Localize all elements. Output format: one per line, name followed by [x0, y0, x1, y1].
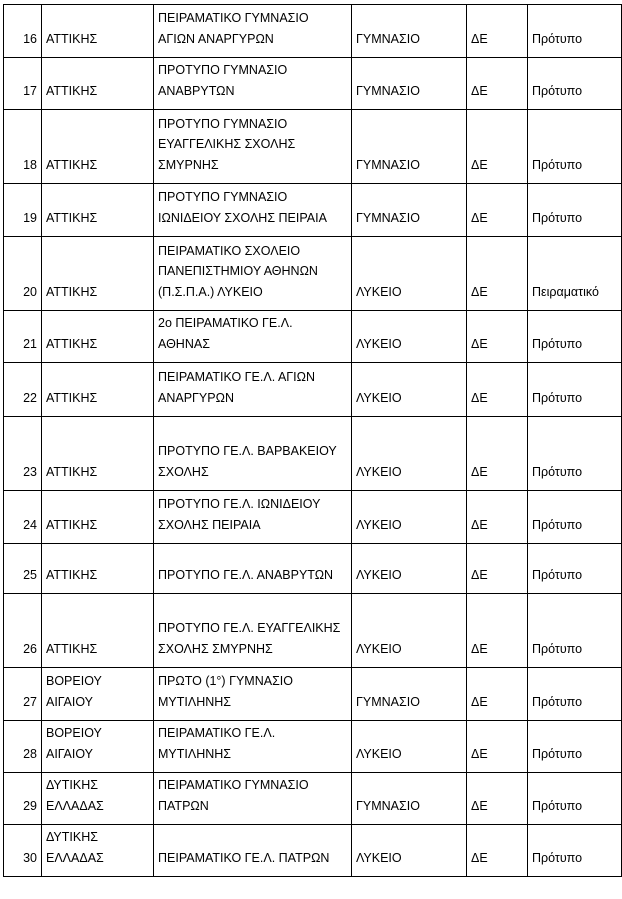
school-name-cell-line: ΠΡΟΤΥΠΟ ΓΕ.Λ. ΙΩΝΙΔΕΙΟΥ: [158, 497, 321, 511]
region-cell: [42, 825, 154, 877]
region-cell-line: ΑΤΤΙΚΗΣ: [46, 210, 98, 225]
school-name-cell-line: ΠΡΟΤΥΠΟ ΓΕ.Λ. ΕΥΑΓΓΕΛΙΚΗΣ: [158, 621, 341, 635]
school-name-cell-line: ΣΧΟΛΗΣ: [158, 464, 209, 479]
school-name-cell: [154, 5, 352, 58]
region-cell-line: ΕΛΛΑΔΑΣ: [46, 798, 104, 813]
school-type-cell: ΛΥΚΕΙΟ: [352, 544, 467, 594]
school-type-cell: ΛΥΚΕΙΟ: [352, 721, 467, 773]
school-type-cell: ΛΥΚΕΙΟ: [352, 491, 467, 544]
table-row: [4, 363, 622, 417]
region-cell: [42, 58, 154, 110]
region-cell-line: ΑΙΓΑΙΟΥ: [46, 746, 94, 761]
school-type-cell: ΓΥΜΝΑΣΙΟ: [352, 773, 467, 825]
school-type-cell: ΓΥΜΝΑΣΙΟ: [352, 58, 467, 110]
school-kind-cell: Πρότυπο: [528, 544, 622, 594]
row-number-cell: 28: [4, 721, 42, 773]
school-name-cell-line: ΣΧΟΛΗΣ ΠΕΙΡΑΙΑ: [158, 517, 261, 532]
education-level-cell: ΔΕ: [467, 417, 528, 491]
school-type-cell: ΓΥΜΝΑΣΙΟ: [352, 5, 467, 58]
school-name-cell: [154, 544, 352, 594]
school-name-cell: [154, 491, 352, 544]
region-cell: [42, 417, 154, 491]
school-name-cell-line: ΠΡΟΤΥΠΟ ΓΥΜΝΑΣΙΟ: [158, 190, 288, 204]
row-number-cell: 21: [4, 311, 42, 363]
school-name-cell: [154, 184, 352, 237]
school-name-cell-line: ΑΝΑΡΓΥΡΩΝ: [158, 390, 234, 405]
table-row: [4, 311, 622, 363]
region-cell-line: ΔΥΤΙΚΗΣ: [46, 830, 98, 844]
education-level-cell: ΔΕ: [467, 311, 528, 363]
school-kind-cell: Πειραματικό: [528, 237, 622, 311]
region-cell-line: ΕΛΛΑΔΑΣ: [46, 850, 104, 865]
school-name-cell-line: ΠΑΤΡΩΝ: [158, 798, 209, 813]
school-name-cell-line: ΑΝΑΒΡΥΤΩΝ: [158, 83, 235, 98]
table-row: [4, 110, 622, 184]
region-cell: [42, 594, 154, 668]
school-name-cell-line: ΠΑΝΕΠΙΣΤΗΜΙΟΥ ΑΘΗΝΩΝ: [158, 264, 318, 278]
school-type-cell: ΛΥΚΕΙΟ: [352, 594, 467, 668]
education-level-cell: ΔΕ: [467, 5, 528, 58]
table-row: [4, 721, 622, 773]
table-row: [4, 417, 622, 491]
school-name-cell: [154, 721, 352, 773]
row-number-cell: 26: [4, 594, 42, 668]
region-cell-line: ΑΤΤΙΚΗΣ: [46, 31, 98, 46]
school-name-cell: [154, 668, 352, 721]
school-name-cell: [154, 311, 352, 363]
school-name-cell-line: ΠΡΩΤΟ (1°) ΓΥΜΝΑΣΙΟ: [158, 674, 293, 688]
school-kind-cell: Πρότυπο: [528, 491, 622, 544]
region-cell-line: ΑΤΤΙΚΗΣ: [46, 83, 98, 98]
row-number-cell: 25: [4, 544, 42, 594]
region-cell-line: ΒΟΡΕΙΟΥ: [46, 674, 102, 688]
row-number-cell: 24: [4, 491, 42, 544]
school-name-cell-line: ΣΧΟΛΗΣ ΣΜΥΡΝΗΣ: [158, 641, 273, 656]
school-name-cell: [154, 363, 352, 417]
row-number-cell: 22: [4, 363, 42, 417]
region-cell-line: ΑΤΤΙΚΗΣ: [46, 464, 98, 479]
school-name-cell: [154, 825, 352, 877]
region-cell: [42, 237, 154, 311]
region-cell-line: ΒΟΡΕΙΟΥ: [46, 726, 102, 740]
school-type-cell: ΓΥΜΝΑΣΙΟ: [352, 668, 467, 721]
education-level-cell: ΔΕ: [467, 58, 528, 110]
school-kind-cell: Πρότυπο: [528, 825, 622, 877]
school-name-cell: [154, 110, 352, 184]
education-level-cell: ΔΕ: [467, 544, 528, 594]
education-level-cell: ΔΕ: [467, 825, 528, 877]
education-level-cell: ΔΕ: [467, 773, 528, 825]
row-number-cell: 27: [4, 668, 42, 721]
region-cell: [42, 184, 154, 237]
table-row: [4, 5, 622, 58]
region-cell: [42, 491, 154, 544]
row-number-cell: 30: [4, 825, 42, 877]
school-kind-cell: Πρότυπο: [528, 5, 622, 58]
school-kind-cell: Πρότυπο: [528, 594, 622, 668]
row-number-cell: 20: [4, 237, 42, 311]
row-number-cell: 29: [4, 773, 42, 825]
education-level-cell: ΔΕ: [467, 110, 528, 184]
school-kind-cell: Πρότυπο: [528, 417, 622, 491]
education-level-cell: ΔΕ: [467, 668, 528, 721]
school-name-cell-line: ΣΜΥΡΝΗΣ: [158, 157, 219, 172]
region-cell: [42, 5, 154, 58]
school-type-cell: ΛΥΚΕΙΟ: [352, 417, 467, 491]
school-name-cell: [154, 237, 352, 311]
school-name-cell: [154, 594, 352, 668]
school-name-cell-line: ΠΡΟΤΥΠΟ ΓΕ.Λ. ΒΑΡΒΑΚΕΙΟΥ: [158, 444, 337, 458]
region-cell: [42, 363, 154, 417]
school-name-cell-line: ΠΡΟΤΥΠΟ ΓΥΜΝΑΣΙΟ: [158, 116, 288, 131]
row-number-cell: 16: [4, 5, 42, 58]
school-name-cell-line: (Π.Σ.Π.Α.) ΛΥΚΕΙΟ: [158, 284, 263, 299]
region-cell-line: ΑΤΤΙΚΗΣ: [46, 157, 98, 172]
region-cell-line: ΑΤΤΙΚΗΣ: [46, 641, 98, 656]
school-name-cell-line: ΠΡΟΤΥΠΟ ΓΥΜΝΑΣΙΟ: [158, 63, 288, 77]
region-cell: [42, 110, 154, 184]
school-name-cell-line: ΠΕΙΡΑΜΑΤΙΚΟ ΓΕ.Λ.: [158, 726, 276, 740]
school-name-cell-line: ΑΘΗΝΑΣ: [158, 336, 210, 351]
table-row: [4, 544, 622, 594]
school-name-cell-line: ΙΩΝΙΔΕΙΟΥ ΣΧΟΛΗΣ ΠΕΙΡΑΙΑ: [158, 210, 327, 225]
school-name-cell-line: ΠΕΙΡΑΜΑΤΙΚΟ ΓΕ.Λ. ΑΓΙΩΝ: [158, 370, 316, 384]
school-type-cell: ΓΥΜΝΑΣΙΟ: [352, 184, 467, 237]
region-cell-line: ΑΤΤΙΚΗΣ: [46, 567, 98, 582]
table-row: [4, 825, 622, 877]
region-cell: [42, 721, 154, 773]
row-number-cell: 17: [4, 58, 42, 110]
education-level-cell: ΔΕ: [467, 363, 528, 417]
school-name-cell-line: ΑΓΙΩΝ ΑΝΑΡΓΥΡΩΝ: [158, 31, 274, 46]
school-kind-cell: Πρότυπο: [528, 363, 622, 417]
school-kind-cell: Πρότυπο: [528, 311, 622, 363]
region-cell-line: ΑΤΤΙΚΗΣ: [46, 336, 98, 351]
school-kind-cell: Πρότυπο: [528, 58, 622, 110]
region-cell: [42, 773, 154, 825]
school-name-cell-line: ΠΡΟΤΥΠΟ ΓΕ.Λ. ΑΝΑΒΡΥΤΩΝ: [158, 567, 334, 582]
region-cell-line: ΑΙΓΑΙΟΥ: [46, 694, 94, 709]
school-type-cell: ΛΥΚΕΙΟ: [352, 825, 467, 877]
school-name-cell: [154, 58, 352, 110]
school-kind-cell: Πρότυπο: [528, 184, 622, 237]
school-name-cell: [154, 417, 352, 491]
education-level-cell: ΔΕ: [467, 184, 528, 237]
school-kind-cell: Πρότυπο: [528, 110, 622, 184]
school-type-cell: ΛΥΚΕΙΟ: [352, 311, 467, 363]
table-row: [4, 668, 622, 721]
region-cell: [42, 668, 154, 721]
school-name-cell-line: 2ο ΠΕΙΡΑΜΑΤΙΚΟ ΓΕ.Λ.: [158, 316, 293, 330]
table-row: [4, 491, 622, 544]
school-type-cell: ΛΥΚΕΙΟ: [352, 363, 467, 417]
region-cell-line: ΑΤΤΙΚΗΣ: [46, 284, 98, 299]
table-row: [4, 773, 622, 825]
school-name-cell: [154, 773, 352, 825]
school-kind-cell: Πρότυπο: [528, 721, 622, 773]
education-level-cell: ΔΕ: [467, 237, 528, 311]
education-level-cell: ΔΕ: [467, 491, 528, 544]
school-name-cell-line: ΕΥΑΓΓΕΛΙΚΗΣ ΣΧΟΛΗΣ: [158, 137, 296, 151]
region-cell-line: ΔΥΤΙΚΗΣ: [46, 778, 98, 792]
row-number-cell: 19: [4, 184, 42, 237]
school-type-cell: ΓΥΜΝΑΣΙΟ: [352, 110, 467, 184]
schools-table: [3, 4, 622, 877]
school-kind-cell: Πρότυπο: [528, 773, 622, 825]
school-kind-cell: Πρότυπο: [528, 668, 622, 721]
row-number-cell: 23: [4, 417, 42, 491]
table-row: [4, 184, 622, 237]
school-type-cell: ΛΥΚΕΙΟ: [352, 237, 467, 311]
table-row: [4, 237, 622, 311]
school-name-cell-line: ΜΥΤΙΛΗΝΗΣ: [158, 746, 232, 761]
region-cell: [42, 544, 154, 594]
education-level-cell: ΔΕ: [467, 594, 528, 668]
school-name-cell-line: ΠΕΙΡΑΜΑΤΙΚΟ ΣΧΟΛΕΙΟ: [158, 243, 301, 258]
row-number-cell: 18: [4, 110, 42, 184]
region-cell: [42, 311, 154, 363]
school-name-cell-line: ΠΕΙΡΑΜΑΤΙΚΟ ΓΥΜΝΑΣΙΟ: [158, 778, 309, 792]
education-level-cell: ΔΕ: [467, 721, 528, 773]
school-name-cell-line: ΜΥΤΙΛΗΝΗΣ: [158, 694, 232, 709]
region-cell-line: ΑΤΤΙΚΗΣ: [46, 390, 98, 405]
school-name-cell-line: ΠΕΙΡΑΜΑΤΙΚΟ ΓΥΜΝΑΣΙΟ: [158, 11, 309, 25]
table-row: [4, 594, 622, 668]
table-body: [4, 5, 622, 877]
region-cell-line: ΑΤΤΙΚΗΣ: [46, 517, 98, 532]
table-row: [4, 58, 622, 110]
school-name-cell-line: ΠΕΙΡΑΜΑΤΙΚΟ ΓΕ.Λ. ΠΑΤΡΩΝ: [158, 850, 330, 865]
